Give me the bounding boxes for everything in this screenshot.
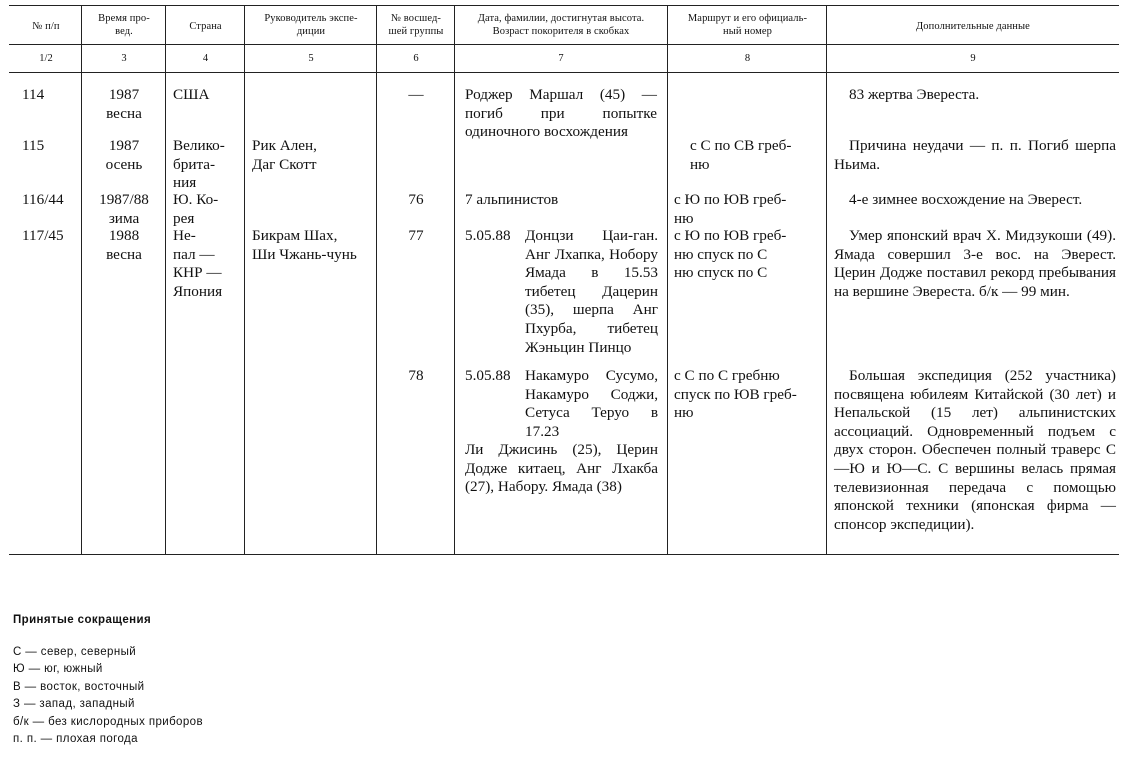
col-divider-3 [244,5,245,555]
row-114-number: 114 [22,86,45,103]
table-top-rule [9,5,1119,6]
row-116-time: 1987/88 зима [99,191,149,227]
abbreviation-item: С — север, северный [13,646,137,658]
abbreviations-list [13,644,203,748]
row-117-notes-78: Большая экспедиция (252 участника) посвящена юбилеям Китайской (30 лет) и Непальской (15 лет) альпинистских ассоциаций. Одновременный подъем с двух сторон. Обеспечен полный траверс С—Ю и Ю—С. С вершины велась прямая телевизионная передача с помощью японской техники (японская фирма — спонсор экспедиции). [834,367,1116,533]
row-115-number: 115 [22,137,45,154]
row-117-names-77: Донцзи Цаи-ган. Анг Лхапка, Нобору Ямада в 15.53 тибетец Дацерин (35), шерпа Анг Пхурба, тибетец Жэньцин Пинцо [525,227,658,356]
col-divider-2 [165,5,166,555]
row-115-notes: Причина неудачи — п. п. Погиб шерпа Ньима. [834,137,1116,173]
row-115-time: 1987 осень [105,137,143,173]
row-117-date-78: 5.05.88 [465,367,511,384]
header-route: Маршрут и его официаль- ный номер [687,13,808,37]
row-117-group-78: 78 [408,367,424,384]
col-divider-5 [454,5,455,555]
col-number: 1/2 [39,53,53,64]
col-number: 3 [121,53,127,64]
col-divider-1 [81,5,82,555]
row-117-leader: Бикрам Шах, Ши Чжань-чунь [252,227,357,263]
col-number: 9 [970,53,976,64]
row-114-time: 1987 весна [106,86,142,122]
colnum-rule [9,72,1119,73]
row-116-names: 7 альпинистов [465,191,559,208]
abbreviation-item: В — восток, восточный [13,680,145,693]
row-117-notes-77: Умер японский врач Х. Мидзукоши (49). Ямада совершил 3-е вос. на Эверест. Церин Додже поставил рекорд пребывания на вершине Эвереста. б/к — 99 мин. [834,227,1116,300]
col-number: 4 [202,53,209,64]
row-117-names-78b: Ли Джисинь (25), Церин Додже китаец, Анг Лхакба (27), Набору. Ямада (38) [465,441,658,496]
row-115-leader: Рик Ален, Даг Скотт [252,137,317,173]
row-115-country: Велико- брита- ния [173,137,225,192]
row-114-country: США [173,86,210,103]
row-114-notes: 83 жертва Эвереста. [849,86,980,103]
row-117-names-78a: Накамуро Сусумо, Накамуро Соджи, Сетуса Теруо в 17.23 [525,367,658,440]
header-number: № п/п [32,21,60,32]
col-number: 8 [744,53,751,64]
row-117-route-78: с С по С гребню спуск по ЮВ греб- ню [674,367,797,422]
header-notes: Дополнительные данные [916,21,1030,32]
col-divider-4 [376,5,377,555]
abbreviations-title: Принятые сокращения [13,614,152,626]
abbreviation-item: п. п. — плохая погода [13,733,138,746]
abbreviation-item: Ю — юг, южный [13,663,103,676]
col-divider-6 [667,5,668,555]
row-116-country: Ю. Ко- рея [173,191,219,227]
row-117-date-77: 5.05.88 [465,227,511,244]
row-117-country: Не- пал — КНР — Япония [173,227,223,300]
header-group: № восшед- шей группы [388,13,444,37]
col-number: 6 [413,53,419,64]
header-country: Страна [189,21,222,32]
row-116-route: с Ю по ЮВ греб- ню [674,191,787,227]
header-time: Время про- вед. [98,13,150,37]
abbreviation-item: б/к — без кислородных приборов [13,715,203,728]
header-leader: Руководитель экспе- диции [264,13,358,37]
table-bottom-rule [9,554,1119,555]
row-116-number: 116/44 [22,191,64,208]
header-rule [9,44,1119,45]
col-number: 5 [308,53,314,64]
row-114-names: Роджер Маршал (45) — погиб при попытке одиночного восхождения [465,86,657,141]
row-114-group: — [408,86,424,103]
row-117-group-77: 77 [408,227,424,244]
row-116-group: 76 [408,191,424,208]
header-date-names: Дата, фамилии, достигнутая высота. Возраст покорителя в скобках [477,13,645,37]
row-115-route: с С по СВ греб- ню [690,137,792,173]
row-117-route-77: с Ю по ЮВ греб- ню спуск по С ню спуск по С [674,227,787,282]
row-117-time: 1988 весна [106,227,142,263]
col-divider-7 [826,5,827,555]
col-number: 7 [558,53,564,64]
row-117-number: 117/45 [22,227,64,244]
abbreviation-item: З — запад, западный [13,698,135,711]
row-116-notes: 4-е зимнее восхождение на Эверест. [849,191,1083,208]
